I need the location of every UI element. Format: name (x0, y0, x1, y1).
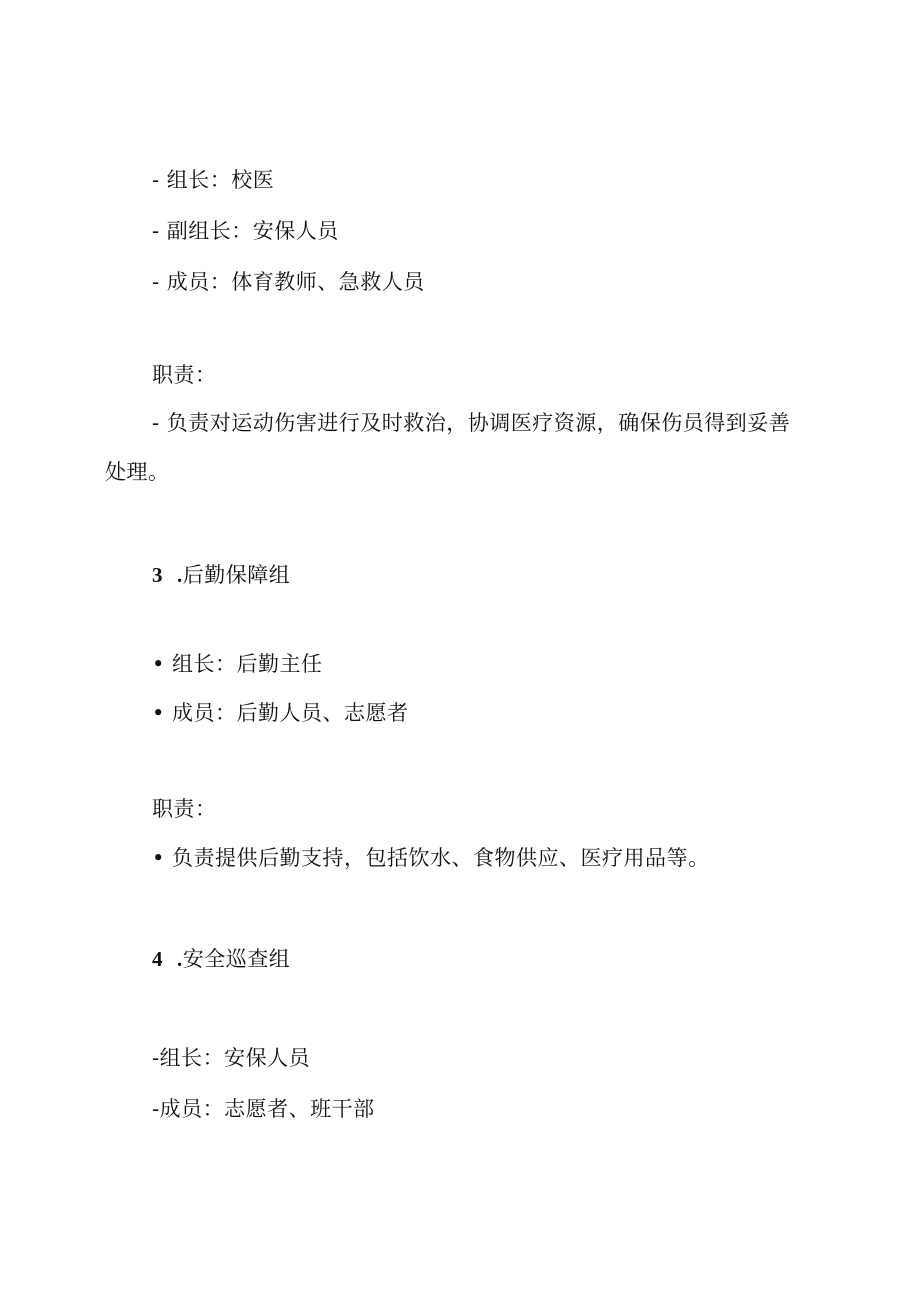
medical-duties-label: 职责： (152, 363, 217, 387)
logistics-title: 后勤保障组 (182, 563, 291, 587)
logistics-duties-label: 职责： (152, 797, 217, 821)
logistics-leader (152, 650, 323, 678)
logistics-members-text: 成员：后勤人员、志愿者 (172, 701, 409, 725)
medical-members: - 成员：体育教师、急救人员 (152, 270, 425, 294)
logistics-members (152, 699, 409, 727)
patrol-leader: -组长：安保人员 (152, 1046, 311, 1070)
medical-duty-line2: 处理。 (105, 460, 170, 484)
medical-leader: - 组长：校医 (152, 168, 275, 192)
logistics-number: 3 (152, 563, 163, 587)
bullet: • (152, 846, 165, 870)
medical-deputy-leader: - 副组长：安保人员 (152, 219, 339, 243)
bullet: • (152, 701, 165, 725)
logistics-duty (152, 844, 710, 872)
medical-duty-line1: - 负责对运动伤害进行及时救治，协调医疗资源，确保伤员得到妥善 (152, 411, 791, 435)
patrol-number: 4 (152, 947, 163, 971)
patrol-heading (152, 945, 290, 973)
patrol-dot: . (177, 947, 183, 971)
logistics-duty-text: 负责提供后勤支持，包括饮水、食物供应、医疗用品等。 (172, 846, 710, 870)
patrol-title: 安全巡查组 (182, 947, 291, 971)
logistics-dot: . (177, 563, 183, 587)
bullet: • (152, 652, 165, 676)
logistics-heading (152, 561, 290, 589)
logistics-leader-text: 组长：后勤主任 (172, 652, 323, 676)
patrol-members: -成员：志愿者、班干部 (152, 1097, 375, 1121)
